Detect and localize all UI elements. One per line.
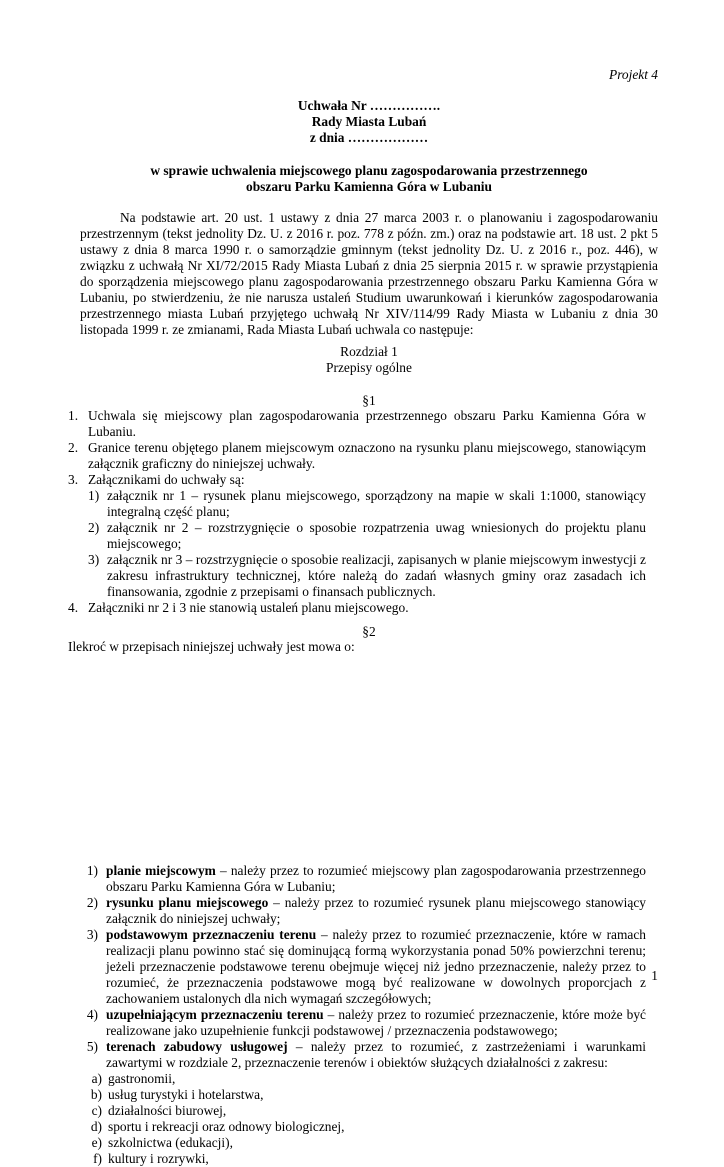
resolution-number: Uchwała Nr ……………. bbox=[297, 98, 441, 113]
definition-item: 2) rysunku planu miejscowego – należy przez to rozumieć rysunek planu miejscowego stanowiący załącznik do niniejszej uchwały; bbox=[86, 895, 646, 926]
list-item: 4. Załączniki nr 2 i 3 nie stanowią ustaleń planu miejscowego. bbox=[68, 600, 409, 615]
letter-item: e) szkolnictwa (edukacji), bbox=[91, 1135, 233, 1150]
letter-item: c) działalności biurowej, bbox=[91, 1103, 227, 1118]
resolution-date: z dnia ……………… bbox=[309, 130, 429, 145]
sub-list-item: 2) załącznik nr 2 – rozstrzygnięcie o sposobie rozpatrzenia uwag wniesionych do projektu planu miejscowego; bbox=[88, 520, 646, 551]
preamble: Na podstawie art. 20 ust. 1 ustawy z dnia 27 marca 2003 r. o planowaniu i zagospodarowaniu przestrzennym (tekst jednolity Dz. U. z 2016 r. poz. 778 z późn. zm.) oraz na podstawie art. 18 ust. 2 pkt 5 ustawy z dnia 8 marca 1990 r. o samorządzie gminnym (tekst jednolity Dz. U. z 2016 r., poz. 446), w związku z uchwałą Nr XI/72/2015 Rady Miasta Lubań z dnia 25 sierpnia 2015 r. w sprawie przystąpienia do sporządzenia miejscowego planu zagospodarowania przestrzennego obszaru Parku Kamienna Góra w Lubaniu, po stwierdzeniu, że nie narusza ustaleń Studium uwarunkowań i kierunków zagospodarowania przestrzennego miasta Lubań przyjętego uchwałą Nr XIV/114/99 Rady Miasta w Lubaniu z dnia 30 listopada 1999 r. ze zmianami, Rada Miasta Lubań uchwala co następuje: bbox=[80, 210, 658, 337]
letter-item: b) usług turystyki i hotelarstwa, bbox=[90, 1087, 264, 1102]
project-label: Projekt 4 bbox=[609, 67, 658, 82]
definition-item: 4) uzupełniającym przeznaczeniu terenu – należy przez to rozumieć przeznaczenie, które może być realizowane jako uzupełnienie funkcji podstawowej / przeznaczenia podstawowego; bbox=[86, 1007, 646, 1038]
section-1-list bbox=[68, 408, 646, 616]
list-item: 2. Granice terenu objętego planem miejscowym oznaczono na rysunku planu miejscowego, stanowiącym załącznik graficzny do niniejszej uchwały. bbox=[68, 440, 646, 471]
document-page bbox=[68, 0, 658, 1166]
section-2-heading: §2 bbox=[362, 624, 376, 639]
definitions-list bbox=[68, 863, 646, 1167]
subject-line-2: obszaru Parku Kamienna Góra w Lubaniu bbox=[246, 179, 492, 194]
page-number: 1 bbox=[651, 968, 658, 983]
section-2-intro: Ilekroć w przepisach niniejszej uchwały jest mowa o: bbox=[68, 639, 355, 654]
list-item: 3. Załącznikami do uchwały są: bbox=[68, 472, 245, 487]
list-item: 1. Uchwala się miejscowy plan zagospodarowania przestrzennego obszaru Parku Kamienna Góra w Lubaniu. bbox=[68, 408, 646, 439]
definition-item: 5) terenach zabudowy usługowej – należy przez to rozumieć, z zastrzeżeniami i warunkami zawartymi w rozdziale 2, przeznaczenie terenów i obiektów służących działalności z zakresu: bbox=[86, 1039, 647, 1070]
letter-item: f) kultury i rozrywki, bbox=[93, 1151, 209, 1166]
definition-item: 3) podstawowym przeznaczeniu terenu – należy przez to rozumieć przeznaczenie, które w ramach realizacji planu powinno stać się dominującą formą wykorzystania ponad 50% powierzchni terenu; jeżeli przeznaczenie podstawowe terenu obejmuje więcej niż jedno przeznaczenie, należy przez to rozumieć, że przeznaczenia podstawowe mogą być realizowane w dowolnych proporcjach z zachowaniem ustalonych dla nich wymagań szczegółowych; bbox=[86, 927, 646, 1006]
chapter-label: Rozdział 1 bbox=[340, 344, 398, 359]
council-name: Rady Miasta Lubań bbox=[311, 114, 427, 129]
definition-item: 1) planie miejscowym – należy przez to rozumieć miejscowy plan zagospodarowania przestrzennego obszaru Parku Kamienna Góra w Lubaniu; bbox=[86, 863, 646, 894]
subject-line-1: w sprawie uchwalenia miejscowego planu zagospodarowania przestrzennego bbox=[150, 163, 588, 178]
letter-item: a) gastronomii, bbox=[91, 1071, 176, 1086]
chapter-name: Przepisy ogólne bbox=[326, 360, 412, 375]
sub-list-item: 3) załącznik nr 3 – rozstrzygnięcie o sposobie realizacji, zapisanych w planie miejscowym inwestycji z zakresu infrastruktury technicznej, które należą do zadań własnych gminy oraz zasadach ich finansowania, zgodnie z przepisami o finansach publicznych. bbox=[88, 552, 646, 599]
section-1-heading: §1 bbox=[362, 393, 376, 408]
letter-item: d) sportu i rekreacji oraz odnowy biologicznej, bbox=[90, 1119, 345, 1134]
sub-list-item: 1) załącznik nr 1 – rysunek planu miejscowego, sporządzony na mapie w skali 1:1000, stanowiący integralną część planu; bbox=[88, 488, 646, 519]
